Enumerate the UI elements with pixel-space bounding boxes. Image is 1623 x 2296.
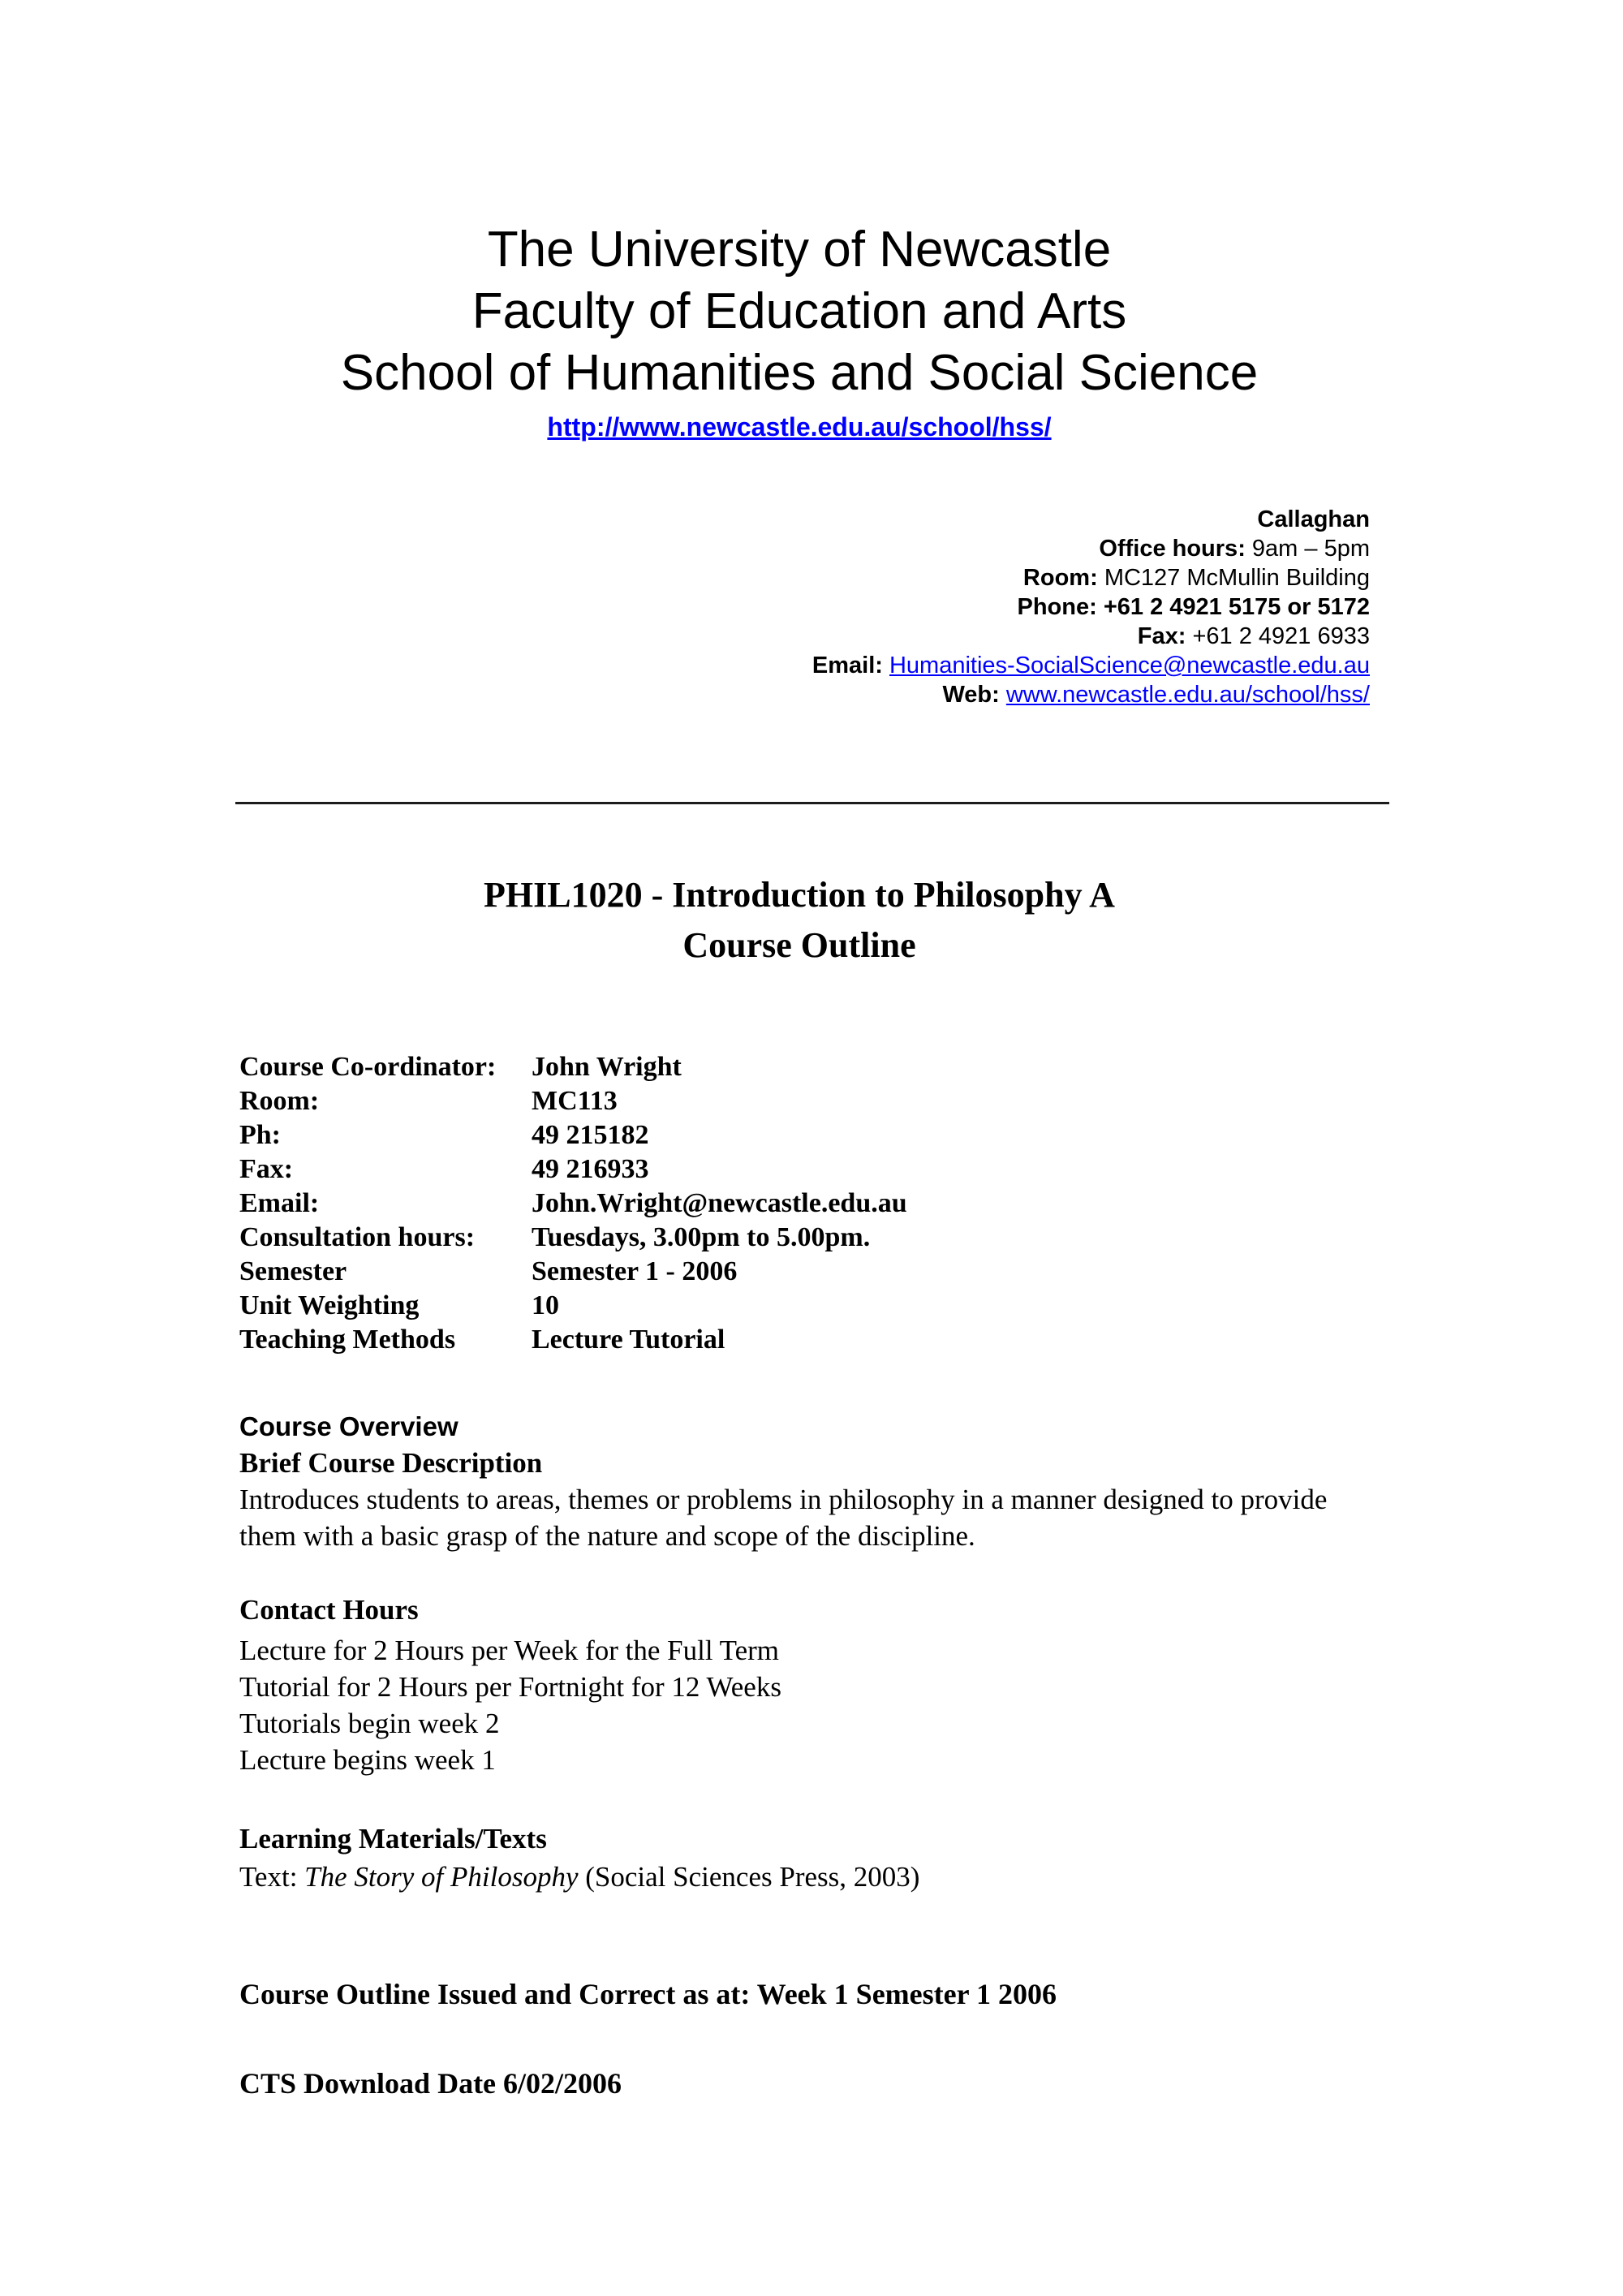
contact-line-campus	[812, 505, 1370, 534]
issued-statement: Course Outline Issued and Correct as at: Week 1 Semester 1 2006	[239, 1978, 1057, 2010]
table-row	[239, 1221, 907, 1255]
brief-description-text: Introduces students to areas, themes or problems in philosophy in a manner designed to provide them with a basic grasp of the nature and scope of the discipline.	[239, 1484, 1328, 1552]
office-hours-value: 9am – 5pm	[1251, 536, 1370, 562]
table-row	[239, 1050, 907, 1084]
info-label: Teaching Methods	[239, 1325, 456, 1355]
university-name: The University of Newcastle	[487, 222, 1112, 278]
learning-materials-heading: Learning Materials/Texts	[239, 1823, 547, 1854]
university-header	[235, 219, 1363, 443]
brief-description-heading: Brief Course Description	[239, 1447, 543, 1479]
contact-line-office-hours	[812, 534, 1370, 563]
phone-value: +61 2 4921 5175 or 5172	[1103, 594, 1370, 620]
info-value: Tuesdays, 3.00pm to 5.00pm.	[532, 1222, 871, 1252]
info-value: Lecture Tutorial	[532, 1325, 725, 1355]
table-row	[239, 1118, 907, 1152]
table-row	[239, 1255, 907, 1289]
contact-line-room	[812, 563, 1370, 592]
course-overview-section	[239, 1409, 1375, 1554]
school-email-link[interactable]: Humanities-SocialScience@newcastle.edu.au	[889, 653, 1370, 678]
info-label: Fax:	[239, 1154, 294, 1184]
school-url-line	[235, 411, 1363, 443]
school-name: School of Humanities and Social Science	[340, 345, 1259, 401]
course-title: PHIL1020 - Introduction to Philosophy A	[484, 875, 1115, 915]
office-hours-label: Office hours:	[1099, 536, 1246, 562]
info-value: 49 215182	[532, 1120, 649, 1150]
info-label: Ph:	[239, 1120, 281, 1150]
info-value: MC113	[532, 1086, 618, 1116]
contact-hours-line: Lecture begins week 1	[239, 1744, 496, 1776]
table-row	[239, 1289, 907, 1323]
campus-contact-block	[812, 505, 1370, 709]
contact-hours-line: Tutorial for 2 Hours per Fortnight for 12 Weeks	[239, 1671, 781, 1703]
info-value: John.Wright@newcastle.edu.au	[532, 1188, 907, 1218]
text-label: Text:	[239, 1861, 305, 1893]
fax-value: +61 2 4921 6933	[1192, 623, 1370, 649]
contact-hours-section	[239, 1591, 781, 1778]
info-label: Email:	[239, 1188, 320, 1218]
info-value: 49 216933	[532, 1154, 649, 1184]
learning-materials-section	[239, 1820, 919, 1895]
room-value: MC127 McMullin Building	[1104, 565, 1370, 591]
table-row	[239, 1323, 907, 1357]
school-web-link[interactable]: www.newcastle.edu.au/school/hss/	[1005, 682, 1370, 708]
contact-line-web	[812, 680, 1370, 709]
school-url-link[interactable]: http://www.newcastle.edu.au/school/hss/	[547, 412, 1052, 442]
contact-line-fax	[812, 622, 1370, 651]
phone-label: Phone:	[1017, 594, 1097, 620]
book-title: The Story of Philosophy	[304, 1861, 579, 1893]
course-info-table	[239, 1050, 907, 1357]
contact-line-phone	[812, 592, 1370, 622]
contact-hours-line: Tutorials begin week 2	[239, 1708, 500, 1739]
info-value: 10	[532, 1290, 559, 1320]
campus-name: Callaghan	[1257, 506, 1370, 532]
contact-hours-heading: Contact Hours	[239, 1594, 419, 1626]
horizontal-divider	[235, 802, 1389, 804]
contact-hours-line: Lecture for 2 Hours per Week for the Full Term	[239, 1635, 780, 1666]
info-label: Course Co-ordinator:	[239, 1052, 497, 1082]
faculty-name: Faculty of Education and Arts	[471, 283, 1127, 339]
info-value: Semester 1 - 2006	[532, 1256, 738, 1286]
email-label: Email:	[812, 653, 883, 678]
course-overview-heading: Course Overview	[239, 1411, 458, 1441]
info-value: John Wright	[532, 1052, 682, 1082]
text-reference-line	[239, 1859, 919, 1895]
info-label: Consultation hours:	[239, 1222, 476, 1252]
course-subtitle: Course Outline	[682, 925, 916, 965]
table-row	[239, 1187, 907, 1221]
info-label: Room:	[239, 1086, 320, 1116]
cts-download-date: CTS Download Date 6/02/2006	[239, 2067, 622, 2100]
web-label: Web:	[942, 682, 1000, 708]
course-title-block	[235, 870, 1363, 971]
table-row	[239, 1152, 907, 1187]
info-label: Semester	[239, 1256, 347, 1286]
contact-line-email	[812, 651, 1370, 680]
contact-hours-lines	[239, 1632, 781, 1778]
publisher-info: (Social Sciences Press, 2003)	[578, 1861, 920, 1893]
fax-label: Fax:	[1137, 623, 1186, 649]
info-label: Unit Weighting	[239, 1290, 420, 1320]
table-row	[239, 1084, 907, 1118]
room-label: Room:	[1022, 565, 1098, 591]
